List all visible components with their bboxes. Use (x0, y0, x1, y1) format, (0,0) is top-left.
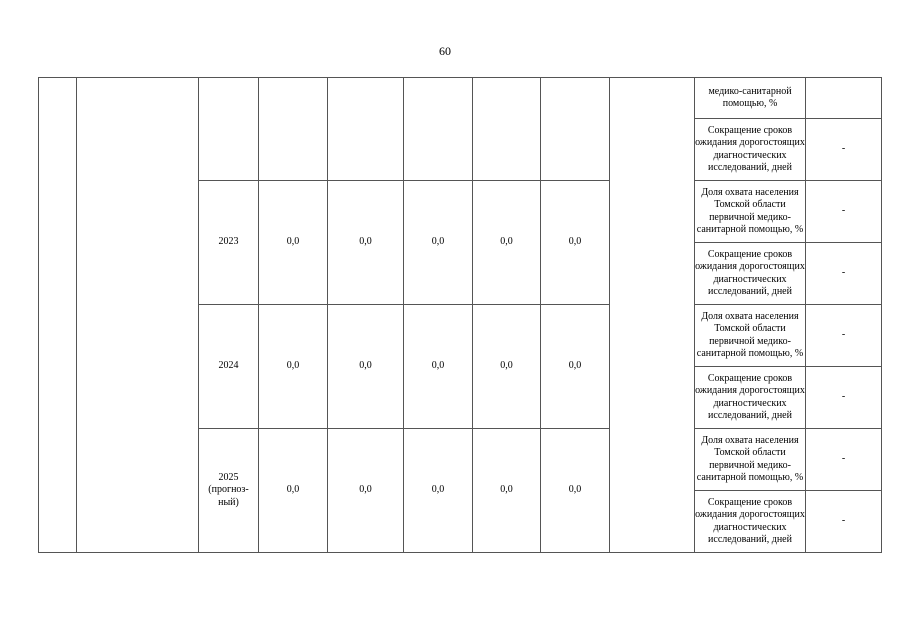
year-cell: 2023 (199, 181, 259, 305)
indicator-value (806, 78, 882, 119)
indicator-name: Доля охвата населения Томской области первичной медико-санитарной помощью, % (695, 305, 806, 367)
indicator-name: Доля охвата населения Томской области первичной медико-санитарной помощью, % (695, 429, 806, 491)
value-cell (473, 78, 541, 181)
indicator-name: Сокращение сроков ожидания дорогостоящих диагностических исследований, дней (695, 367, 806, 429)
executor-cell (610, 78, 695, 553)
page-number: 60 (439, 44, 451, 58)
indicator-value: - (806, 491, 882, 553)
year-cell (199, 78, 259, 181)
indicator-value: - (806, 119, 882, 181)
value-cell: 0,0 (473, 181, 541, 305)
value-cell: 0,0 (328, 305, 404, 429)
indicator-name: медико-санитарной помощью, % (695, 78, 806, 119)
value-cell: 0,0 (404, 429, 473, 553)
value-cell (259, 78, 328, 181)
indicator-value: - (806, 181, 882, 243)
year-cell: 2025 (прогноз- ный) (199, 429, 259, 553)
value-cell (328, 78, 404, 181)
number-cell (39, 78, 77, 553)
indicator-name: Сокращение сроков ожидания дорогостоящих диагностических исследований, дней (695, 119, 806, 181)
year-cell: 2024 (199, 305, 259, 429)
value-cell: 0,0 (328, 429, 404, 553)
value-cell: 0,0 (541, 305, 610, 429)
value-cell: 0,0 (259, 305, 328, 429)
value-cell: 0,0 (541, 181, 610, 305)
value-cell: 0,0 (259, 181, 328, 305)
value-cell: 0,0 (473, 305, 541, 429)
value-cell: 0,0 (259, 429, 328, 553)
value-cell: 0,0 (404, 181, 473, 305)
value-cell (404, 78, 473, 181)
value-cell: 0,0 (473, 429, 541, 553)
value-cell: 0,0 (404, 305, 473, 429)
indicator-value: - (806, 429, 882, 491)
indicator-value: - (806, 367, 882, 429)
indicator-value: - (806, 243, 882, 305)
table-row (39, 78, 882, 119)
program-table (38, 77, 882, 553)
value-cell: 0,0 (328, 181, 404, 305)
indicator-name: Доля охвата населения Томской области первичной медико-санитарной помощью, % (695, 181, 806, 243)
value-cell (541, 78, 610, 181)
indicator-value: - (806, 305, 882, 367)
indicator-name: Сокращение сроков ожидания дорогостоящих диагностических исследований, дней (695, 243, 806, 305)
indicator-name: Сокращение сроков ожидания дорогостоящих диагностических исследований, дней (695, 491, 806, 553)
name-cell (77, 78, 199, 553)
value-cell: 0,0 (541, 429, 610, 553)
